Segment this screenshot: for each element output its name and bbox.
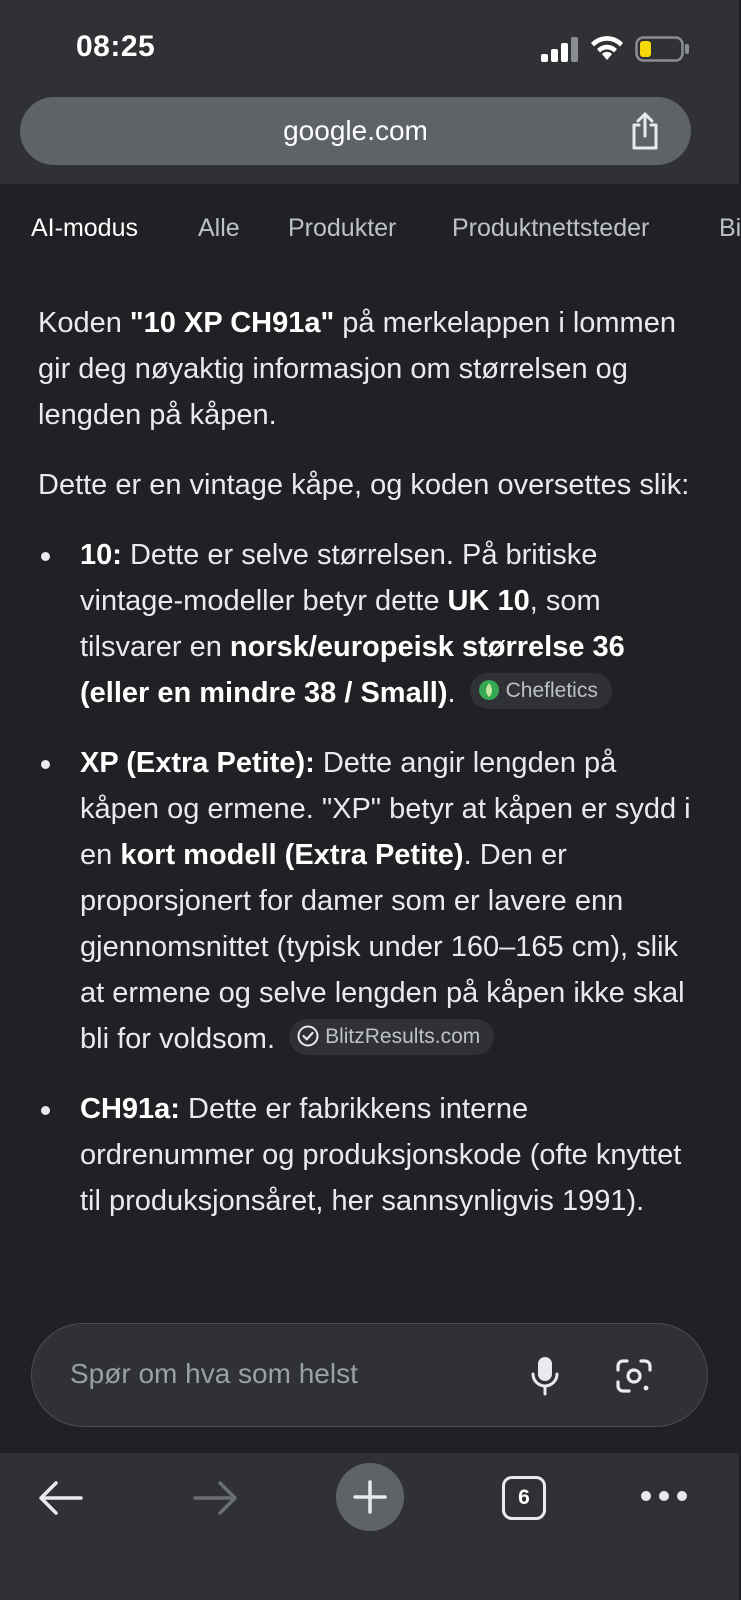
product-code: "10 XP CH91a" (129, 307, 335, 339)
source-chip-chefletics[interactable]: Chefletics (470, 673, 612, 709)
back-arrow-icon[interactable] (38, 1478, 84, 1518)
share-icon[interactable] (627, 111, 663, 151)
tab-count: 6 (518, 1486, 530, 1509)
ai-answer (38, 300, 698, 1298)
ask-placeholder: Spør om hva som helst (70, 1358, 358, 1389)
status-bar (0, 0, 739, 90)
checkmark-badge-icon (297, 1025, 319, 1047)
search-mode-tabs (0, 184, 739, 274)
list-item-order-code: CH91a: Dette er fabrikkens interne ordrenummer og produksjonskode (ofte knyttet til produksjonsåret, her sannsynligvis 1991). (38, 1086, 698, 1224)
list-item-size: 10: Dette er selve størrelsen. På britiske vintage-modeller betyr dette UK 10, som tilsvarer en norsk/europeisk størrelse 36 (eller en mindre 38 / Small). Chefletics (38, 532, 698, 716)
source-chip-blitzresults[interactable]: BlitzResults.com (289, 1019, 494, 1055)
tab-products[interactable]: Produkter (288, 214, 397, 242)
tab-ai-mode[interactable]: AI-modus (31, 214, 138, 242)
chefletics-logo-icon (478, 679, 500, 701)
cellular-signal-icon (541, 36, 581, 62)
microphone-icon[interactable] (530, 1356, 560, 1396)
forward-arrow-icon[interactable] (192, 1478, 238, 1518)
wifi-icon (589, 34, 625, 62)
answer-lead: Dette er en vintage kåpe, og koden oversettes slik: (38, 469, 690, 501)
tab-product-sites[interactable]: Produktnettsteder (452, 214, 650, 242)
tab-switcher-button[interactable] (502, 1476, 546, 1520)
code-breakdown-list (38, 532, 698, 1224)
tab-images[interactable]: Bi (719, 214, 741, 242)
ask-anything-input[interactable] (31, 1323, 708, 1427)
new-tab-button[interactable] (336, 1463, 404, 1531)
google-lens-icon[interactable] (614, 1356, 654, 1396)
status-time: 08:25 (76, 30, 156, 63)
answer-intro: Koden "10 XP CH91a" på merkelappen i lommen gir deg nøyaktig informasjon om størrelsen og lengden på kåpen. (38, 307, 676, 431)
tab-all[interactable]: Alle (198, 214, 240, 242)
list-item-length: XP (Extra Petite): Dette angir lengden på kåpen og ermene. "XP" betyr at kåpen er sydd i en kort modell (Extra Petite). Den er proporsjonert for damer som er lavere enn gjennomsnittet (typisk under 160–165 cm), slik at ermene og selve lengden på kåpen ikke skal bli for voldsom. BlitzResults.com (38, 740, 698, 1062)
url-text: google.com (283, 115, 428, 146)
browser-top-chrome (0, 0, 739, 184)
browser-bottom-toolbar (0, 1453, 739, 1600)
new-tab-plus-icon (353, 1480, 387, 1514)
address-bar[interactable] (20, 97, 691, 165)
battery-low-icon (635, 36, 691, 62)
more-options-icon[interactable] (640, 1489, 688, 1503)
